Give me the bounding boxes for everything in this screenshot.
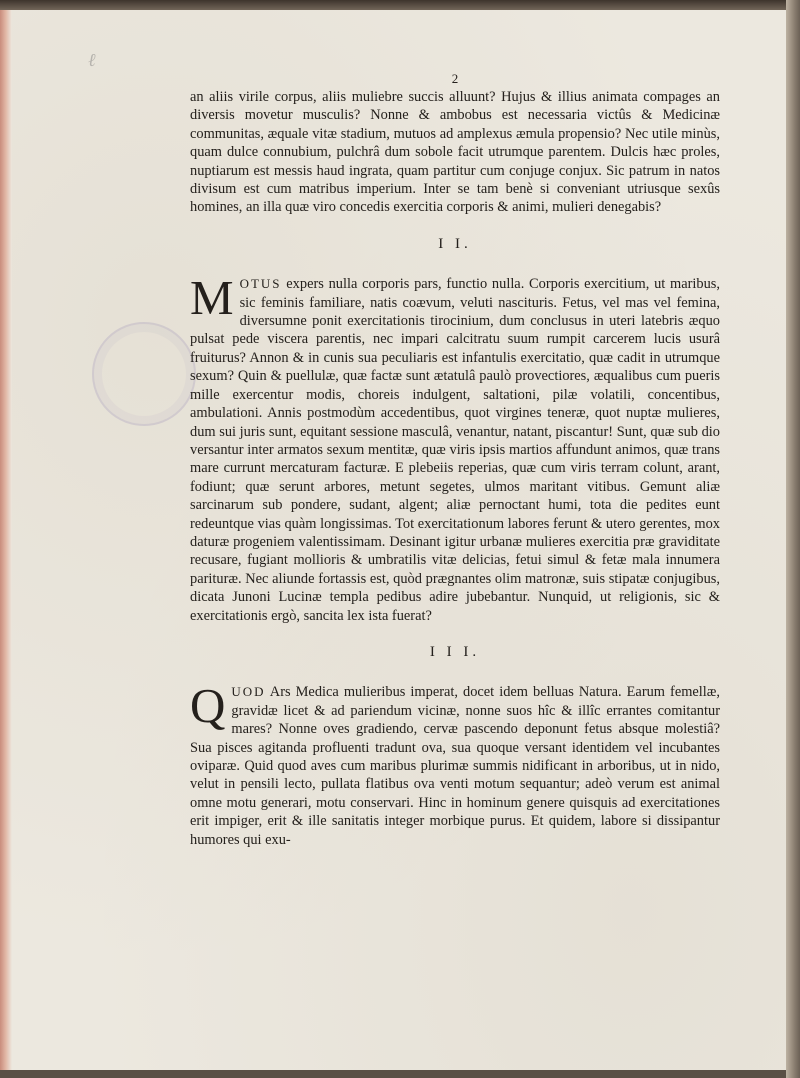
page-text [190, 72, 720, 849]
page-binding [0, 10, 12, 1070]
paragraph-continuation: an aliis virile corpus, aliis muliebre succis alluunt? Hujus & illius animata compages an diversis movetur musculis? Nonne & ambobus est necessaria victûs & Medicinæ communitas, æquale vitæ stadium, mutuos ad amplexus æmula propensio? Nec utile minùs, quam dulce connubium, pulchrâ dum sobole facit utrumque parentem. Dulcis hæc proles, nuptiarum est messis haud ingrata, quam partitur cum conjuge conjux. Sic patrum in natos divisum est cum matribus imperium. Inter se tam benè si conveniant utriusque sexûs homines, an illa quæ viro concedis exercitia corporis & animi, mulieri denegabis? [190, 89, 720, 216]
section-heading-2: I I. [438, 235, 472, 252]
drop-cap-q: Q [190, 678, 226, 734]
section-2-body: expers nulla corporis pars, functio nulla. Corporis exercitium, ut maribus, sic feminis familiare, natis coævum, veluti nascituris. Fetus, vel mas vel femina, diversumne ponit exercitationis tirocinium, dum conclusus in uteri latebris æquo pulsat pede viscera parentis, nec impari calcitratu suum rumpit carcerem lucis usurâ fruiturus? Annon & in cunis sua peculiaris est infantulis exercitatio, quæ cadit in utrumque sexum? Quin & puellulæ, quæ factæ sunt ætatulâ paulò provectiores, æqualibus cum pueris mille exercentur modis, choreis indulgent, saltationi, pilæ volatili, concentibus, ambulationi. Annis postmodùm accedentibus, quot virgines teneræ, quot nuptæ mulieres, dum sui juris sunt, equitant sessione masculâ, venantur, natant, piscantur! Sunt, quæ sub dio versantur inter armatos sexum mentitæ, quæ viris ipsis martios affundunt animos, quæ trans mare currunt mercaturam facturæ. E plebeiis reperias, quæ cum viris terram colunt, arant, fodiunt; quæ serunt arbores, metunt segetes, ulmos maritant vitibus. Gemunt aliæ sarcinarum sub pondere, sudant, algent; aliæ pernoctant humi, tota die pedites eunt redeuntque vias quàm longissimas. Tot exercitationum labores ferunt & utero gerentes, mox daturæ progeniem valentissimam. Desinant igitur urbanæ mulieres exercitia præ graviditate recusare, fugiant mollioris & umbratilis vitæ delicias, fetui simul & fetæ mala innumera parituræ. Nec aliunde fortassis est, quòd prægnantes olim matronæ, suis stipatæ conjugibus, dicata Junoni Lucinæ templa pedibus adire jubebantur. Nunquid, ut religionis, sic & exercitationis ergò, sancita lex ista fuerat? [190, 276, 720, 624]
drop-cap-m: M [190, 270, 234, 326]
library-stamp [92, 322, 196, 426]
section-heading-3: I I I. [429, 643, 481, 660]
lead-caps-2: OTUS [239, 276, 282, 292]
lead-caps-3: UOD [231, 684, 266, 700]
book-edge-right [786, 0, 800, 1078]
paragraph-section-3 [190, 678, 720, 849]
page-number: 2 [451, 71, 459, 86]
section-3-body: Ars Medica mulieribus imperat, docet idem belluas Natura. Earum femellæ, gravidæ licet & ad pariendum vicinæ, nonne suos hîc & illîc errantes comitantur mares? Nonne oves gradiendo, cervæ pascendo deponunt fetus absque molestiâ? Sua pisces agitanda profluenti tradunt ova, sua quoque versant identidem vel incubantes oviparæ. Quid quod aves cum maribus plurimæ summis nidificant in arboribus, ut in nido, velut in pensili lecto, pullata flatibus ova venti motum sequantur; adeò verum est animal omne motu generari, motu conservari. Hinc in hominum genere quisquis ad exercitationes erit impiger, erit & ille sanitatis integer morbique purus. Et quidem, labore si dissipantur humores qui exu- [190, 684, 720, 848]
paragraph-section-2 [190, 270, 720, 625]
pencil-mark: ℓ [88, 50, 96, 70]
